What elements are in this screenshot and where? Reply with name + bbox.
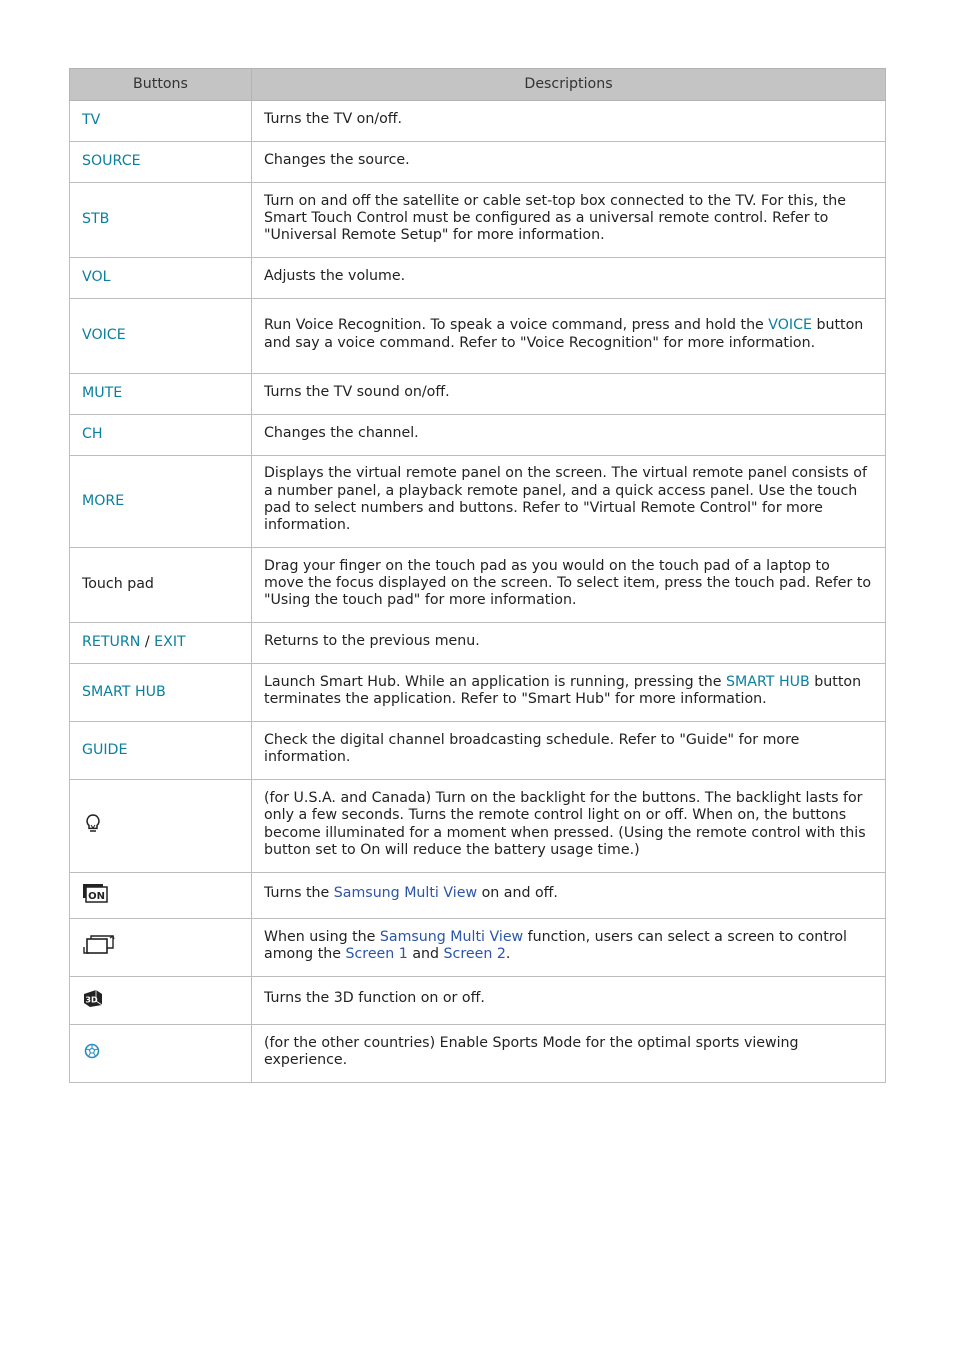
- header-descriptions: Descriptions: [252, 69, 886, 101]
- button-cell: [70, 977, 252, 1025]
- multi-view-on-icon: [82, 883, 108, 908]
- multi-view-icon-text: ON: [88, 890, 105, 902]
- table-header-row: [70, 69, 886, 101]
- table-row: [70, 183, 886, 258]
- table-row: [70, 374, 886, 415]
- table-row: [70, 1025, 886, 1083]
- description-cell: [252, 623, 886, 664]
- button-cell: [70, 873, 252, 919]
- description-text: Adjusts the volume.: [264, 267, 406, 284]
- description-cell: [252, 780, 886, 873]
- description-text: (for the other countries) Enable Sports Mode for the optimal sports viewing experience.: [264, 1034, 799, 1068]
- description-cell: [252, 456, 886, 548]
- button-cell: [70, 415, 252, 456]
- screen-select-icon: [82, 934, 116, 961]
- inline-term: Samsung Multi View: [333, 885, 478, 902]
- description-cell: [252, 873, 886, 919]
- buttons-table: [69, 68, 886, 1083]
- table-row: [70, 664, 886, 722]
- description-text: Turns the 3D function on or off.: [264, 990, 485, 1007]
- button-name-source: SOURCE: [82, 153, 141, 170]
- description-text: (for U.S.A. and Canada) Turn on the backlight for the buttons. The backlight lasts for only a few seconds. Turns the remote control light on or off. When on, the buttons become illuminated for a moment when pressed. (Using the remote control with this button set to On will reduce the battery usage time.): [264, 789, 866, 858]
- inline-term: Screen 2: [443, 946, 506, 962]
- table-row: [70, 722, 886, 780]
- button-name-return: RETURN: [82, 634, 141, 651]
- header-buttons: Buttons: [70, 69, 252, 101]
- description-cell: [252, 142, 886, 183]
- description-text: Check the digital channel broadcasting schedule. Refer to "Guide" for more information.: [264, 731, 800, 765]
- description-text: Run Voice Recognition. To speak a voice command, press and hold the: [264, 317, 769, 334]
- inline-keyword: SMART HUB: [726, 673, 810, 690]
- button-name-mute: MUTE: [82, 385, 123, 402]
- button-cell: [70, 374, 252, 415]
- 3d-icon: [82, 988, 104, 1013]
- table-row: [70, 142, 886, 183]
- button-cell: [70, 623, 252, 664]
- description-text: Turns the: [264, 885, 334, 902]
- description-text: Turns the TV on/off.: [264, 110, 403, 127]
- button-name-voice: VOICE: [82, 327, 126, 344]
- description-text: button and say a voice command. Refer to "Voice Recognition" for more information.: [264, 317, 864, 351]
- description-cell: [252, 977, 886, 1025]
- table-row: [70, 456, 886, 548]
- description-cell: [252, 664, 886, 722]
- button-name-stb: STB: [82, 211, 110, 228]
- description-text: When using the: [264, 928, 380, 945]
- table-row: [70, 919, 886, 977]
- button-name-smart-hub: SMART HUB: [82, 683, 166, 700]
- description-text: Displays the virtual remote panel on the screen. The virtual remote panel consists of a number panel, a playback remote panel, and a quick access panel. Use the touch pad to select numbers and buttons. Refer to "Virtual Remote Control" for more information.: [264, 465, 867, 534]
- button-cell: [70, 101, 252, 142]
- button-cell: [70, 299, 252, 374]
- button-cell: [70, 1025, 252, 1083]
- description-text: Drag your finger on the touch pad as you would on the touch pad of a laptop to move the focus displayed on the screen. To select item, press the touch pad. Refer to "Using the touch pad" for more information.: [264, 557, 872, 609]
- description-cell: [252, 258, 886, 299]
- description-text: Changes the channel.: [264, 424, 419, 441]
- description-text: Turns the TV sound on/off.: [264, 383, 450, 400]
- table-row: [70, 623, 886, 664]
- button-name-tv: TV: [82, 112, 101, 129]
- button-cell: [70, 780, 252, 873]
- description-cell: [252, 415, 886, 456]
- table-row: [70, 415, 886, 456]
- button-separator: /: [140, 634, 155, 651]
- description-cell: [252, 299, 886, 374]
- button-name-guide: GUIDE: [82, 741, 128, 758]
- description-cell: [252, 919, 886, 977]
- button-cell: [70, 142, 252, 183]
- button-name-touch-pad: Touch pad: [82, 576, 154, 593]
- table-row: [70, 548, 886, 623]
- description-cell: [252, 722, 886, 780]
- button-name-vol: VOL: [82, 269, 111, 286]
- button-cell: [70, 456, 252, 548]
- table-row: [70, 101, 886, 142]
- inline-term: Samsung Multi View: [379, 928, 524, 945]
- description-text: and: [407, 946, 444, 962]
- description-text: Returns to the previous menu.: [264, 632, 480, 649]
- inline-keyword: VOICE: [768, 317, 812, 334]
- 3d-icon-text: 3D: [85, 995, 98, 1005]
- description-text: Launch Smart Hub. While an application is running, pressing the: [264, 673, 726, 690]
- sports-mode-ball-icon: [82, 1041, 102, 1066]
- backlight-bulb-icon: [82, 812, 104, 839]
- description-cell: [252, 183, 886, 258]
- button-cell: [70, 258, 252, 299]
- button-cell: [70, 664, 252, 722]
- description-cell: [252, 1025, 886, 1083]
- inline-term: Screen 1: [345, 946, 408, 962]
- button-name-more: MORE: [82, 492, 125, 509]
- table-row: [70, 977, 886, 1025]
- button-cell: [70, 183, 252, 258]
- table-row: [70, 258, 886, 299]
- button-name-ch: CH: [82, 426, 103, 443]
- description-text: .: [505, 946, 511, 962]
- description-text: Changes the source.: [264, 151, 410, 168]
- button-cell: [70, 722, 252, 780]
- button-cell: [70, 919, 252, 977]
- table-row: [70, 299, 886, 374]
- description-cell: [252, 374, 886, 415]
- table-row: [70, 873, 886, 919]
- description-text: function, users can select a screen to control among the: [264, 928, 847, 962]
- table-row: [70, 780, 886, 873]
- button-name-exit: EXIT: [154, 634, 186, 651]
- description-text: button terminates the application. Refer to "Smart Hub" for more information.: [264, 673, 862, 707]
- description-text: Turn on and off the satellite or cable set-top box connected to the TV. For this, the Smart Touch Control must be configured as a universal remote control. Refer to "Universal Remote Setup" for more information.: [264, 192, 846, 244]
- description-text: on and off.: [477, 885, 558, 902]
- description-cell: [252, 101, 886, 142]
- button-cell: [70, 548, 252, 623]
- description-cell: [252, 548, 886, 623]
